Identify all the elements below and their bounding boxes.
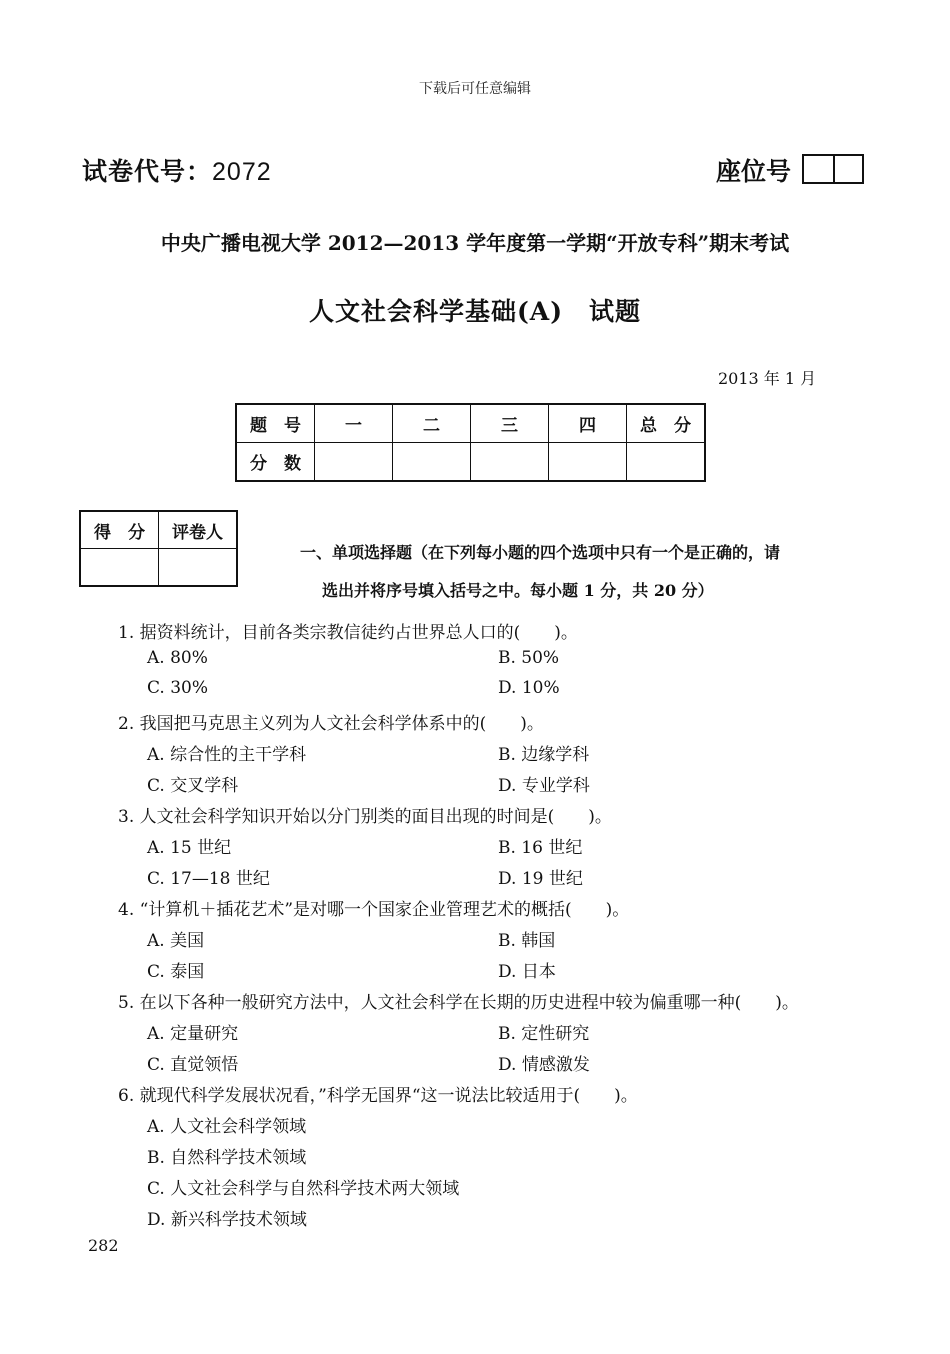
option: C. 交叉学科 [147, 776, 239, 796]
section-instruction: 选出并将序号填入括号之中。每小题 1 分，共 20 分） [322, 581, 714, 600]
score-table-header-row [236, 404, 705, 443]
option: B. 边缘学科 [498, 745, 590, 765]
watermark: 下载后可任意编辑 [419, 81, 531, 97]
exam-code-value: 2072 [212, 158, 272, 186]
grader-score-cell [80, 549, 159, 587]
option: A. 综合性的主干学科 [147, 745, 307, 765]
exam-code [82, 152, 272, 188]
option: C. 17—18 世纪 [147, 869, 270, 889]
score-table-cell: 二 [393, 404, 471, 443]
option: C. 泰国 [147, 962, 205, 982]
score-table-cell: 总 分 [627, 404, 706, 443]
option: D. 10% [498, 678, 560, 698]
subject-title: 人文社会科学基础(A) 试题 [308, 297, 642, 326]
option: D. 19 世纪 [498, 869, 583, 889]
option: D. 情感激发 [498, 1055, 590, 1075]
option: A. 80% [147, 648, 208, 668]
section-title: 一、单项选择题（在下列每小题的四个选项中只有一个是正确的，请 [300, 543, 781, 562]
option: D. 新兴科学技术领域 [147, 1210, 307, 1230]
option: B. 16 世纪 [498, 838, 583, 858]
score-table-cell: 分 数 [236, 443, 315, 482]
score-table-cell: 题 号 [236, 404, 315, 443]
option: A. 定量研究 [147, 1024, 239, 1044]
option: C. 人文社会科学与自然科学技术两大领域 [147, 1179, 460, 1199]
seat-number-boxes [802, 154, 864, 184]
question-stem: 6. 就现代科学发展状况看，”科学无国界“这一说法比较适用于( )。 [118, 1086, 638, 1106]
option: D. 专业学科 [498, 776, 590, 796]
score-table [235, 403, 706, 482]
page-number: 282 [88, 1236, 119, 1255]
option: B. 自然科学技术领域 [147, 1148, 307, 1168]
exam-date: 2013 年 1 月 [718, 369, 817, 388]
option: B. 50% [498, 648, 560, 668]
score-table-cell: 三 [471, 404, 549, 443]
score-cell-total [627, 443, 706, 482]
score-cell-2 [393, 443, 471, 482]
score-cell-1 [315, 443, 393, 482]
question-stem: 1. 据资料统计，目前各类宗教信徒约占世界总人口的( )。 [118, 623, 578, 643]
exam-code-label: 试卷代号： [82, 157, 213, 186]
question-stem: 3. 人文社会科学知识开始以分门别类的面目出现的时间是( )。 [118, 807, 612, 827]
score-table-cell: 四 [549, 404, 627, 443]
option: B. 定性研究 [498, 1024, 590, 1044]
score-table-score-row [236, 443, 705, 482]
option: B. 韩国 [498, 931, 556, 951]
score-cell-4 [549, 443, 627, 482]
exam-title: 中央广播电视大学 2012—2013 学年度第一学期“开放专科”期末考试 [160, 231, 790, 255]
option: C. 30% [147, 678, 208, 698]
question-stem: 2. 我国把马克思主义列为人文社会科学体系中的( )。 [118, 714, 544, 734]
score-table-cell: 一 [315, 404, 393, 443]
grader-table-cell: 得 分 [80, 511, 159, 549]
option: C. 直觉领悟 [147, 1055, 239, 1075]
seat-label: 座位号 [716, 157, 792, 186]
option: A. 15 世纪 [147, 838, 232, 858]
option: D. 日本 [498, 962, 556, 982]
score-cell-3 [471, 443, 549, 482]
grader-name-cell [159, 549, 238, 587]
option: A. 人文社会科学领域 [147, 1117, 307, 1137]
option: A. 美国 [147, 931, 205, 951]
grader-table [79, 510, 238, 587]
question-stem: 5. 在以下各种一般研究方法中，人文社会科学在长期的历史进程中较为偏重哪一种( )。 [118, 993, 799, 1013]
grader-table-cell: 评卷人 [159, 511, 238, 549]
question-stem: 4. “计算机＋插花艺术”是对哪一个国家企业管理艺术的概括( )。 [118, 900, 630, 920]
